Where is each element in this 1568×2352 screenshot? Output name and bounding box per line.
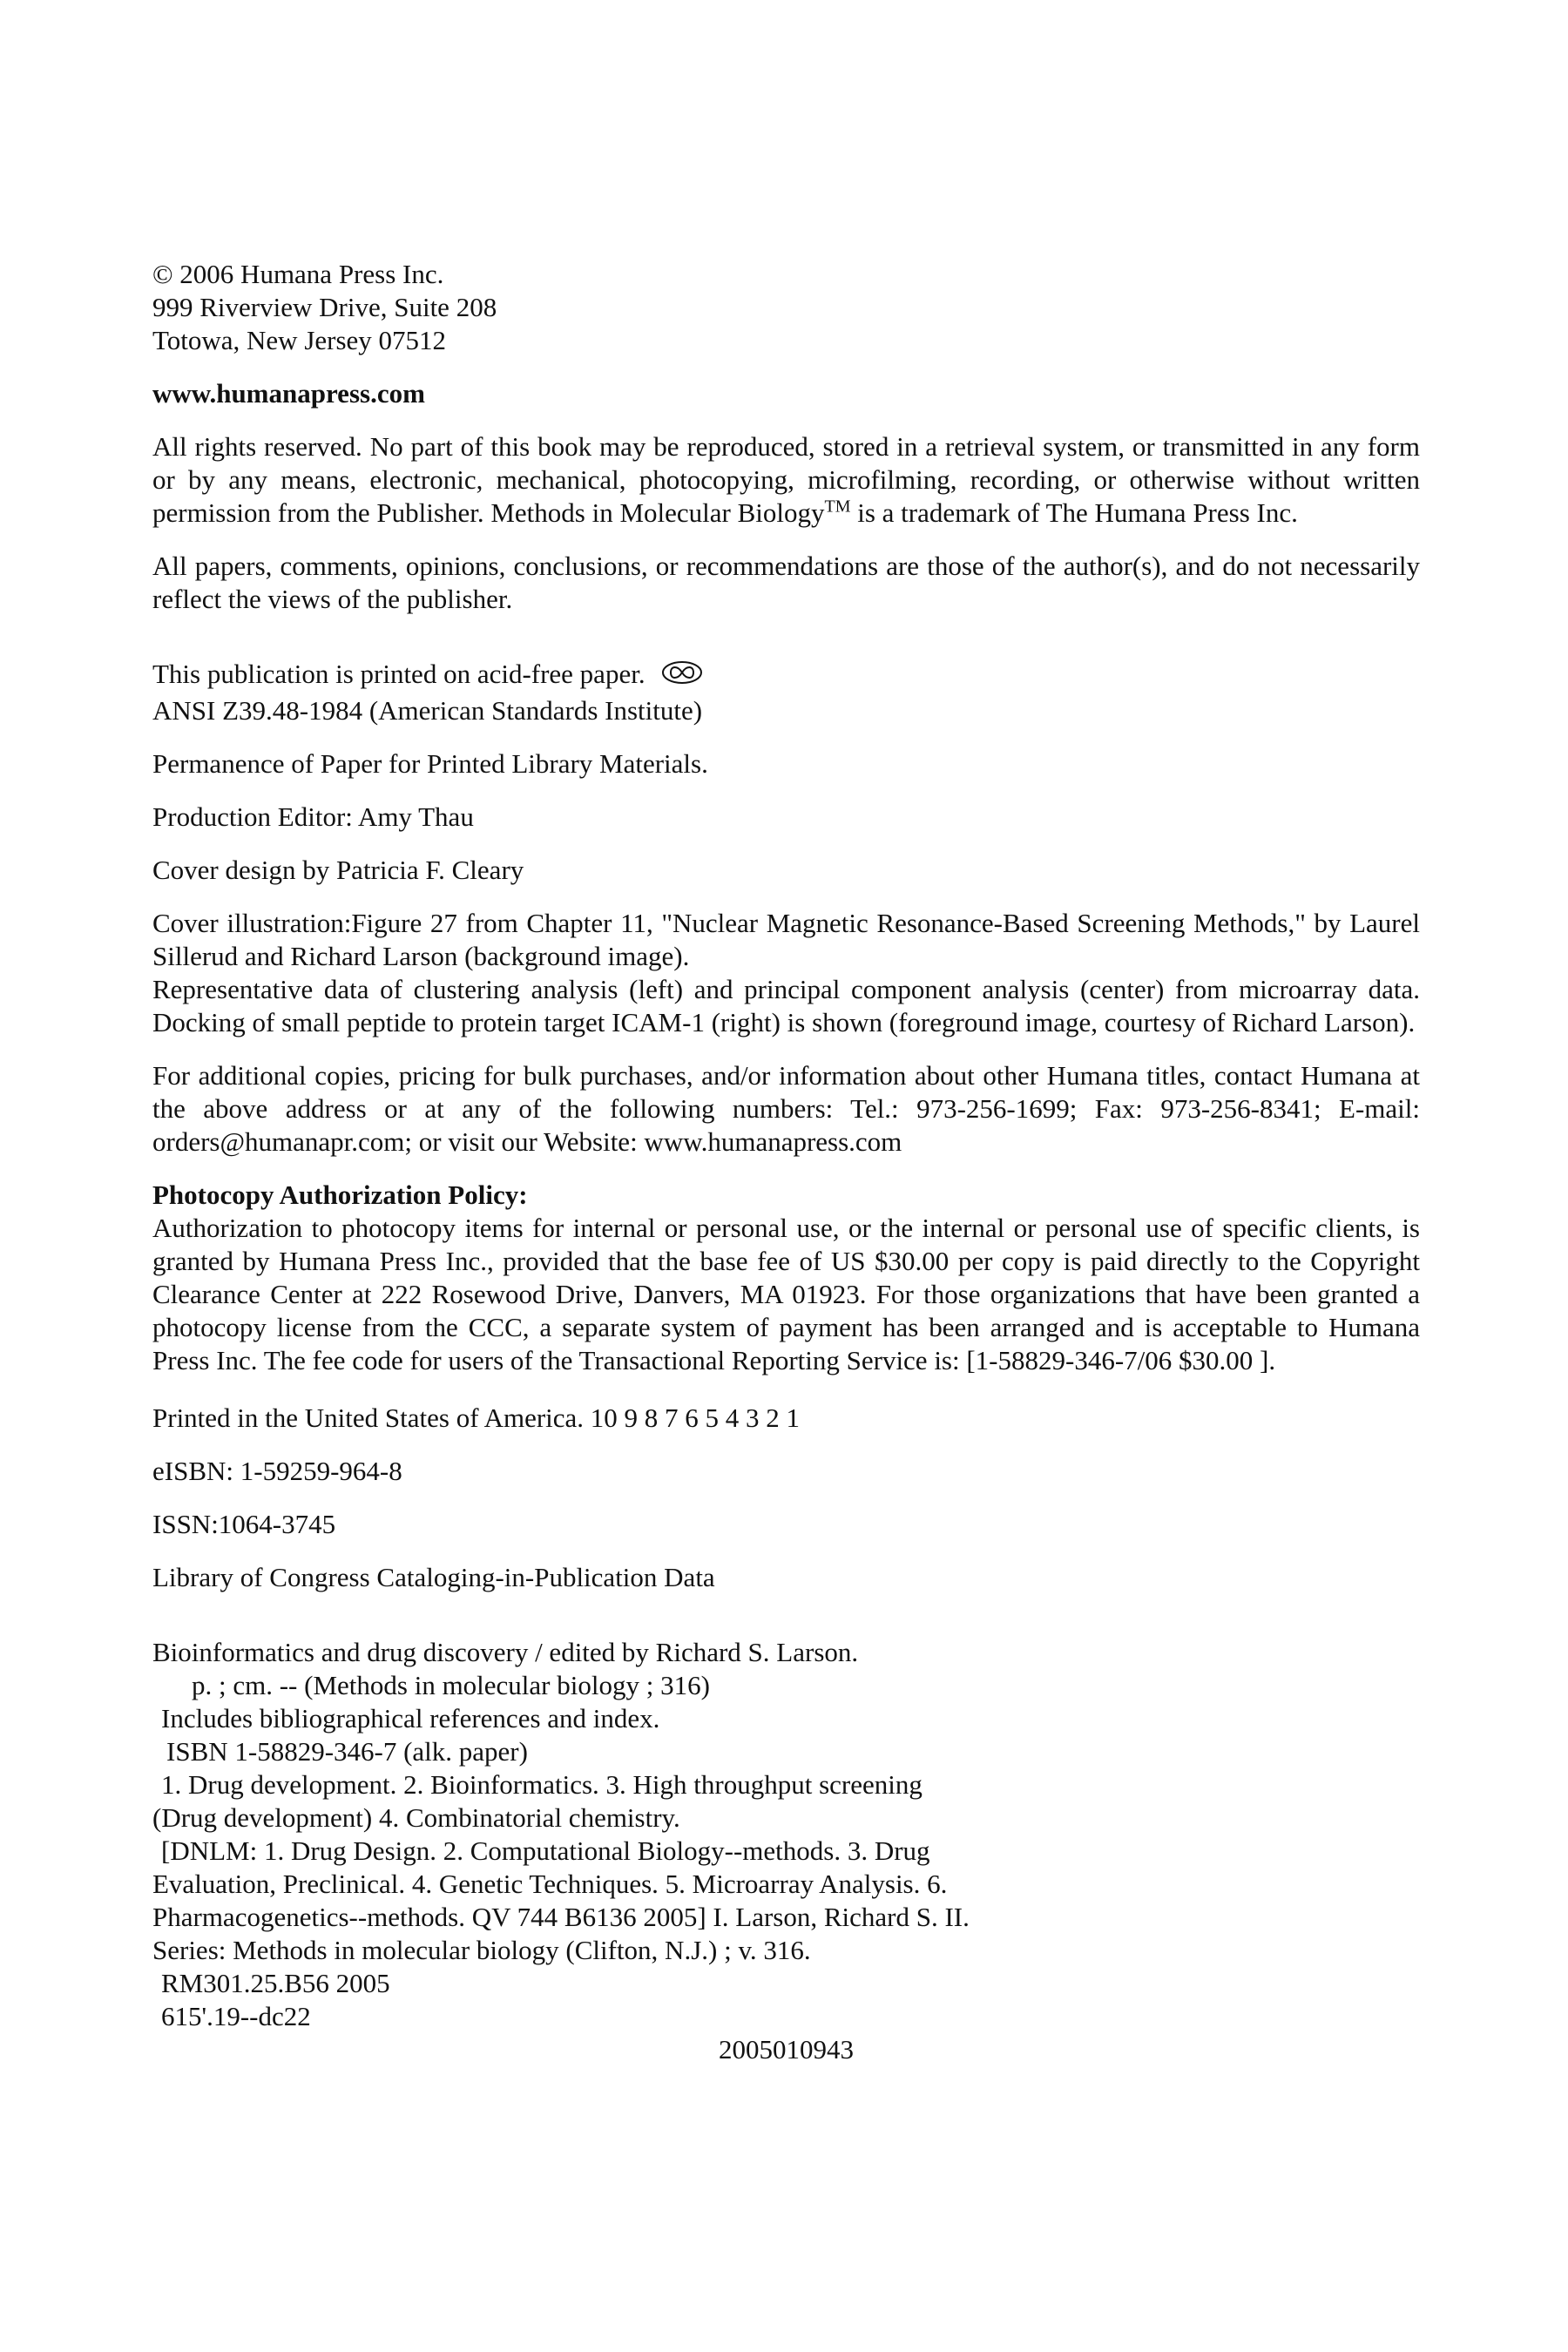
cover-illustration-credit: Cover illustration:Figure 27 from Chapter 11, "Nuclear Magnetic Resonance-Based Screening Methods," by Laurel Sillerud and Richard Larson (background image). [152, 908, 1420, 972]
rights-tail: is a trademark of The Humana Press Inc. [850, 497, 1298, 528]
photocopy-policy-heading: Photocopy Authorization Policy: [152, 1179, 528, 1211]
cip-subjects-line-1: 1. Drug development. 2. Bioinformatics. 3. High throughput screening [161, 1769, 923, 1801]
address-line-1: 999 Riverview Drive, Suite 208 [152, 292, 497, 322]
cip-dewey-number: 615'.19--dc22 [161, 2001, 311, 2032]
cip-bibliography-line: Includes bibliographical references and index. [161, 1703, 660, 1734]
issn: ISSN:1064-3745 [152, 1509, 336, 1540]
loc-cip-heading: Library of Congress Cataloging-in-Publication Data [152, 1562, 715, 1593]
cip-call-number: RM301.25.B56 2005 [161, 1968, 390, 1999]
cip-subjects-line-2: (Drug development) 4. Combinatorial chemistry. [152, 1802, 680, 1834]
cip-series-note: Series: Methods in molecular biology (Clifton, N.J.) ; v. 316. [152, 1935, 811, 1966]
infinity-in-circle-icon [660, 659, 704, 694]
acid-free-text: This publication is printed on acid-free paper. [152, 659, 645, 689]
cover-illustration-description: Representative data of clustering analysis (left) and principal component analysis (center) from microarray data. Docking of small peptide to protein target ICAM-1 (right) is shown (foreground image, courtesy of Richard Larson). [152, 974, 1420, 1038]
eisbn: eISBN: 1-59259-964-8 [152, 1456, 402, 1487]
printed-in-line: Printed in the United States of America. 10 9 8 7 6 5 4 3 2 1 [152, 1402, 801, 1434]
ansi-standard: ANSI Z39.48-1984 (American Standards Institute) [152, 695, 703, 727]
publisher-block [152, 258, 1420, 410]
photocopy-policy-body: Authorization to photocopy items for internal or personal use, or the internal or personal use of specific clients, is granted by Humana Press Inc., provided that the base fee of US $30.00 per copy is paid directly to the Copyright Clearance Center at 222 Rosewood Drive, Danvers, MA 01923. For those organizations that have been granted a photocopy license from the CCC, a separate system of payment has been arranged and is acceptable to Humana Press Inc. The fee code for users of the Transactional Reporting Service is: [1-58829-346-7/06 $30.00 ]. [152, 1213, 1420, 1376]
trademark-symbol: TM [824, 497, 851, 517]
address-line-2: Totowa, New Jersey 07512 [152, 325, 447, 355]
rights-main: All rights reserved. No part of this book may be reproduced, stored in a retrieval system, or transmitted in any form or by any means, electronic, mechanical, photocopying, microfilming, recording, or otherwise without written permission from the Publisher. Methods in Molecular Biology [152, 431, 1420, 528]
cip-dnlm-line-2: Evaluation, Preclinical. 4. Genetic Techniques. 5. Microarray Analysis. 6. [152, 1869, 948, 1900]
acid-free-line [152, 658, 1420, 694]
publisher-website: www.humanapress.com [152, 378, 425, 409]
lccn: 2005010943 [719, 2034, 854, 2065]
cip-series-line: p. ; cm. -- (Methods in molecular biology ; 316) [192, 1670, 710, 1701]
cip-data [152, 1636, 1420, 2066]
page-content [152, 258, 1420, 2066]
production-editor: Production Editor: Amy Thau [152, 801, 474, 833]
contact-information: For additional copies, pricing for bulk purchases, and/or information about other Humana titles, contact Humana at the above address or at any of the following numbers: Tel.: 973-256-1699; Fax: 973-256-8341; E-mail: orders@humanapr.com; or visit our Website: www.humanapress.com [152, 1060, 1420, 1158]
cip-title-line: Bioinformatics and drug discovery / edited by Richard S. Larson. [152, 1637, 859, 1668]
cip-dnlm-line-3: Pharmacogenetics--methods. QV 744 B6136 2005] I. Larson, Richard S. II. [152, 1902, 970, 1933]
paper-permanence: Permanence of Paper for Printed Library Materials. [152, 748, 708, 780]
cip-isbn-line: ISBN 1-58829-346-7 (alk. paper) [166, 1736, 528, 1767]
disclaimer: All papers, comments, opinions, conclusions, or recommendations are those of the author(s), and do not necessarily reflect the views of the publisher. [152, 551, 1420, 614]
rights-statement [152, 430, 1420, 530]
cip-dnlm-line-1: [DNLM: 1. Drug Design. 2. Computational Biology--methods. 3. Drug [161, 1835, 930, 1867]
copyright-line: © 2006 Humana Press Inc. [152, 259, 444, 289]
cover-design-credit: Cover design by Patricia F. Cleary [152, 855, 524, 886]
